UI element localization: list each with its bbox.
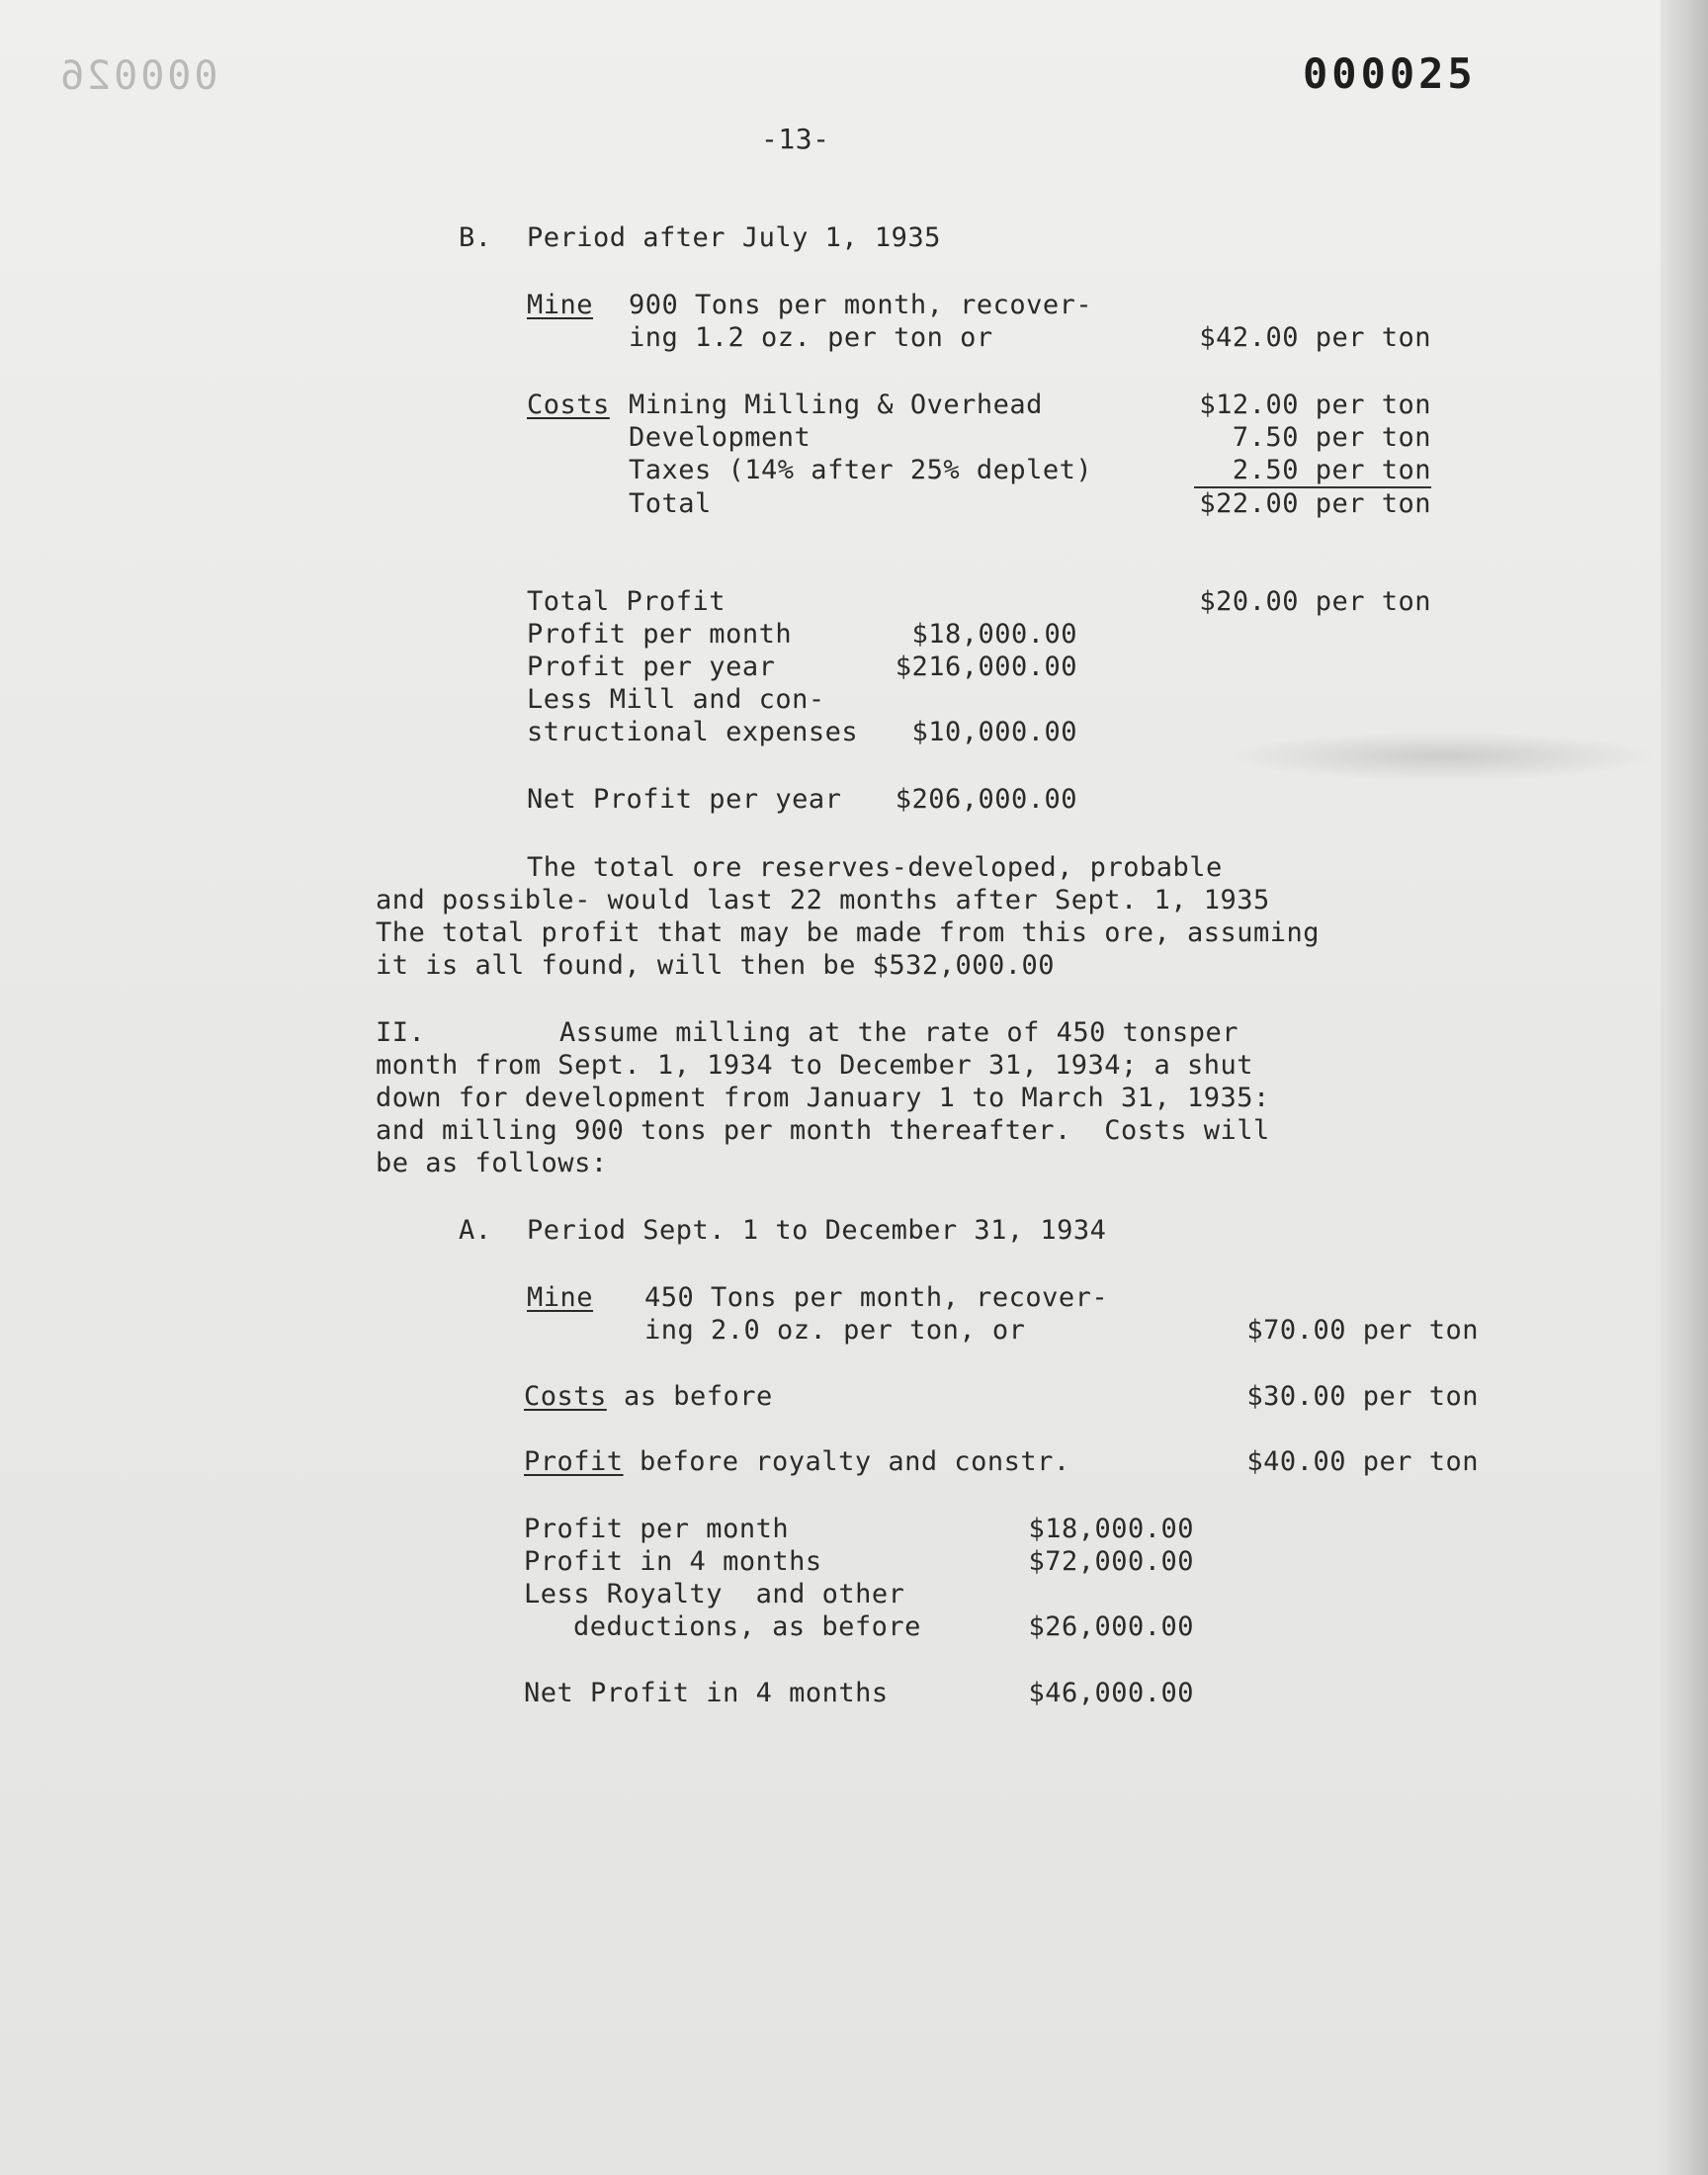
paragraph-line: The total profit that may be made from this ore, assuming — [376, 917, 1321, 948]
a-profit-4m-label: Profit in 4 months — [524, 1546, 822, 1577]
paragraph-line: The total ore reserves-developed, probable — [527, 852, 1223, 883]
page-edge-shadow — [1661, 0, 1708, 2175]
net-profit-value: $206,000.00 — [895, 784, 1077, 815]
profit-month-value: $18,000.00 — [911, 619, 1077, 650]
section-ii-line: be as follows: — [376, 1148, 608, 1178]
less-mill-line1: Less Mill and con- — [527, 684, 825, 715]
section-a-mine-line2: ing 2.0 oz. per ton, or — [644, 1315, 1026, 1346]
section-a-profit-value: $40.00 per ton — [1246, 1446, 1479, 1477]
section-a-letter: A. — [459, 1215, 492, 1246]
cost-total-value: $22.00 per ton — [1199, 488, 1431, 519]
less-mill-line2: structional expenses — [527, 717, 859, 747]
paragraph-line: and possible- would last 22 months after Sept. 1, 1935 — [376, 885, 1270, 915]
total-profit-value: $20.00 per ton — [1199, 586, 1431, 617]
section-b-mine-line2: ing 1.2 oz. per ton or — [629, 322, 993, 353]
paragraph-line: it is all found, will then be $532,000.00 — [376, 950, 1055, 981]
section-a-mine-label: Mine — [527, 1282, 594, 1313]
cost-item-value: $12.00 per ton — [1199, 390, 1431, 420]
a-net-value: $46,000.00 — [1028, 1678, 1194, 1708]
section-ii-numeral: II. — [376, 1017, 426, 1048]
section-a-profit-label: Profit — [524, 1446, 624, 1477]
a-profit-month-label: Profit per month — [524, 1514, 790, 1544]
section-ii-line: down for development from January 1 to March 31, 1935: — [376, 1083, 1270, 1113]
cost-item-label: Development — [629, 422, 811, 453]
a-net-label: Net Profit in 4 months — [524, 1678, 889, 1708]
net-profit-label: Net Profit per year — [527, 784, 842, 815]
section-b-mine-value: $42.00 per ton — [1199, 322, 1431, 353]
profit-year-value: $216,000.00 — [895, 652, 1077, 682]
cost-item-label: Taxes (14% after 25% deplet) — [629, 455, 1093, 485]
section-b-mine-label: Mine — [527, 290, 594, 320]
a-less-line2: deductions, as before — [573, 1611, 921, 1642]
profit-year-label: Profit per year — [527, 652, 776, 682]
section-b-heading: Period after July 1, 1935 — [527, 222, 941, 253]
section-b-mine-line1: 900 Tons per month, recover- — [629, 290, 1093, 320]
section-b-letter: B. — [459, 222, 492, 253]
section-a-heading: Period Sept. 1 to December 31, 1934 — [527, 1215, 1107, 1246]
section-ii-line: month from Sept. 1, 1934 to December 31, 1934; a shut — [376, 1050, 1254, 1081]
section-a-mine-value: $70.00 per ton — [1246, 1315, 1479, 1346]
profit-month-label: Profit per month — [527, 619, 793, 650]
section-a-costs-value: $30.00 per ton — [1246, 1381, 1479, 1412]
scan-smudge — [1226, 732, 1661, 781]
cost-item-value: 2.50 per ton — [1232, 455, 1431, 485]
cost-item-label: Mining Milling & Overhead — [629, 390, 1043, 420]
section-ii-line: and milling 900 tons per month thereafter. Costs will — [376, 1115, 1270, 1146]
section-ii-line: Assume milling at the rate of 450 tonsper — [559, 1017, 1238, 1048]
a-less-value: $26,000.00 — [1028, 1611, 1194, 1642]
a-less-line1: Less Royalty and other — [524, 1579, 905, 1610]
section-a-costs-label: Costs — [524, 1381, 607, 1412]
cost-item-value: 7.50 per ton — [1232, 422, 1431, 453]
page-number: -13- — [761, 123, 830, 155]
ghost-stamp-number: 000026 — [57, 53, 218, 99]
a-profit-4m-value: $72,000.00 — [1028, 1546, 1194, 1577]
section-a-mine-line1: 450 Tons per month, recover- — [644, 1282, 1109, 1313]
total-profit-label: Total Profit — [527, 586, 726, 617]
section-a-profit-text: before royalty and constr. — [640, 1446, 1070, 1477]
cost-total-label: Total — [629, 488, 712, 519]
a-profit-month-value: $18,000.00 — [1028, 1514, 1194, 1544]
stamp-number: 000025 — [1303, 49, 1477, 98]
less-mill-value: $10,000.00 — [911, 717, 1077, 747]
section-a-costs-text: as before — [624, 1381, 773, 1412]
section-b-costs-label: Costs — [527, 390, 610, 420]
